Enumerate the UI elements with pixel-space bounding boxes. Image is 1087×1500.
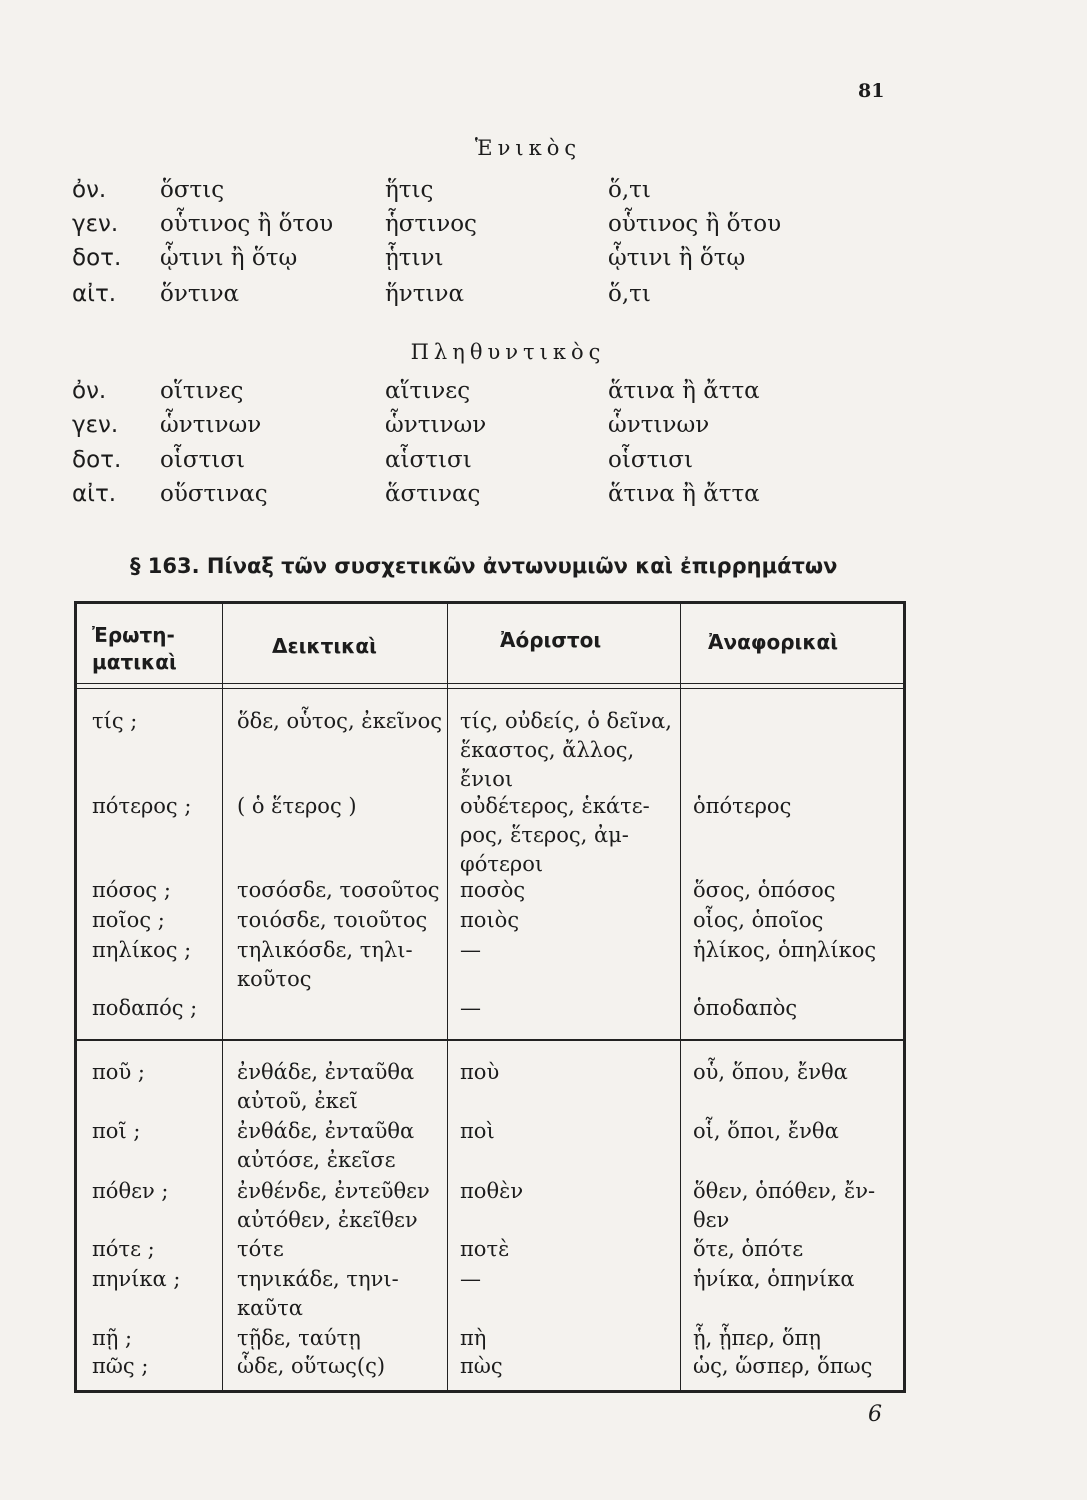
table-title: § 163. Πίναξ τῶν συσχετικῶν ἀντωνυμιῶν καὶ ἐπιρρημάτων bbox=[130, 554, 838, 578]
interrogative-cell: ποῖ ; bbox=[92, 1119, 141, 1143]
indefinite-cell: οὐδέτερος, ἑκάτε- ρος, ἕτερος, ἀμ- φότεροι bbox=[460, 794, 650, 876]
interrogative-cell: πῇ ; bbox=[92, 1326, 133, 1350]
table-border-top bbox=[74, 601, 906, 604]
relative-cell: ἡνίκα, ὁπηνίκα bbox=[693, 1267, 855, 1291]
demonstrative-cell: ἐνθάδε, ἐνταῦθα αὐτοῦ, ἐκεῖ bbox=[237, 1060, 415, 1113]
plural-heading: Πληθυντικὸς bbox=[410, 340, 606, 364]
neuter-form: οὗτινος ἢ ὅτου bbox=[608, 211, 782, 237]
neuter-form: ἅτινα ἢ ἄττα bbox=[608, 481, 760, 507]
header-demonstrative: Δεικτικαὶ bbox=[272, 634, 377, 658]
neuter-form: ᾧτινι ἢ ὅτῳ bbox=[608, 245, 746, 271]
column-divider bbox=[680, 601, 681, 1393]
header-divider bbox=[74, 683, 906, 684]
case-label: αἰτ. bbox=[72, 481, 117, 507]
neuter-form: ὅ,τι bbox=[608, 177, 651, 203]
demonstrative-cell: ἐνθένδε, ἐντεῦθεν αὐτόθεν, ἐκεῖθεν bbox=[237, 1179, 430, 1232]
relative-cell: ἡλίκος, ὁπηλίκος bbox=[693, 938, 877, 962]
neuter-form: ὅ,τι bbox=[608, 281, 651, 307]
relative-cell: ᾗ, ᾗπερ, ὅπῃ bbox=[693, 1326, 821, 1350]
demonstrative-cell: τῇδε, ταύτῃ bbox=[237, 1326, 361, 1350]
case-label: δοτ. bbox=[72, 447, 122, 473]
header-divider bbox=[74, 688, 906, 689]
demonstrative-cell: ἐνθάδε, ἐνταῦθα αὐτόσε, ἐκεῖσε bbox=[237, 1119, 415, 1172]
interrogative-cell: ποῦ ; bbox=[92, 1060, 145, 1084]
relative-cell: ὁποδαπὸς bbox=[693, 996, 798, 1020]
indefinite-cell: ποὶ bbox=[460, 1119, 495, 1143]
interrogative-cell: ποδαπός ; bbox=[92, 996, 198, 1020]
case-label: γεν. bbox=[72, 211, 119, 237]
interrogative-cell: πῶς ; bbox=[92, 1354, 149, 1378]
demonstrative-cell: τοσόσδε, τοσοῦτος bbox=[237, 878, 440, 902]
interrogative-cell: ποῖος ; bbox=[92, 908, 165, 932]
masculine-form: ᾧτινι ἢ ὅτῳ bbox=[160, 245, 298, 271]
feminine-form: ἥτις bbox=[385, 177, 434, 203]
indefinite-cell: ποσὸς bbox=[460, 878, 526, 902]
table-border-left bbox=[74, 601, 77, 1393]
neuter-form: ὧντινων bbox=[608, 412, 710, 438]
indefinite-cell: — bbox=[460, 1267, 481, 1291]
indefinite-cell: ποιὸς bbox=[460, 908, 520, 932]
interrogative-cell: πηνίκα ; bbox=[92, 1267, 181, 1291]
neuter-form: ἅτινα ἢ ἄττα bbox=[608, 378, 760, 404]
relative-cell: οἷος, ὁποῖος bbox=[693, 908, 824, 932]
demonstrative-cell: ὧδε, οὕτως(ς) bbox=[237, 1354, 386, 1378]
masculine-form: οὗτινος ἢ ὅτου bbox=[160, 211, 334, 237]
header-relative: Ἀναφορικαὶ bbox=[708, 630, 839, 654]
relative-cell: ὡς, ὥσπερ, ὅπως bbox=[693, 1354, 873, 1378]
relative-cell: ὅθεν, ὁπόθεν, ἔν- θεν bbox=[693, 1179, 876, 1232]
relative-cell: ὅσος, ὁπόσος bbox=[693, 878, 836, 902]
feminine-form: ὧντινων bbox=[385, 412, 487, 438]
demonstrative-cell: τηλικόσδε, τηλι- κοῦτος bbox=[237, 938, 413, 991]
masculine-form: οἵτινες bbox=[160, 378, 244, 404]
column-divider bbox=[447, 601, 448, 1393]
indefinite-cell: ποτὲ bbox=[460, 1237, 510, 1261]
case-label: γεν. bbox=[72, 412, 119, 438]
footer-signature: 6 bbox=[868, 1402, 882, 1427]
section-divider bbox=[74, 1039, 906, 1041]
header-interrogative-line: ματικαὶ bbox=[92, 650, 177, 674]
interrogative-cell: πόσος ; bbox=[92, 878, 171, 902]
demonstrative-cell: τοιόσδε, τοιοῦτος bbox=[237, 908, 428, 932]
feminine-form: ἧστινος bbox=[385, 211, 477, 237]
masculine-form: οἷστισι bbox=[160, 447, 246, 473]
neuter-form: οἷστισι bbox=[608, 447, 694, 473]
interrogative-cell: πότερος ; bbox=[92, 794, 192, 818]
relative-cell: οἷ, ὅποι, ἔνθα bbox=[693, 1119, 839, 1143]
page-number: 81 bbox=[858, 80, 885, 102]
table-border-right bbox=[903, 601, 906, 1393]
indefinite-cell: ποθὲν bbox=[460, 1179, 524, 1203]
interrogative-cell: πηλίκος ; bbox=[92, 938, 192, 962]
interrogative-cell: τίς ; bbox=[92, 709, 138, 733]
relative-cell: ὅτε, ὁπότε bbox=[693, 1237, 804, 1261]
indefinite-cell: τίς, οὐδείς, ὁ δεῖνα, ἕκαστος, ἄλλος, ἔνιοι bbox=[460, 709, 672, 791]
interrogative-cell: πόθεν ; bbox=[92, 1179, 169, 1203]
indefinite-cell: — bbox=[460, 938, 481, 962]
masculine-form: οὕστινας bbox=[160, 481, 268, 507]
relative-cell: οὗ, ὅπου, ἔνθα bbox=[693, 1060, 848, 1084]
indefinite-cell: — bbox=[460, 996, 481, 1020]
indefinite-cell: ποὺ bbox=[460, 1060, 500, 1084]
case-label: αἰτ. bbox=[72, 281, 117, 307]
interrogative-cell: πότε ; bbox=[92, 1237, 155, 1261]
case-label: ὀν. bbox=[72, 177, 107, 203]
masculine-form: ὅντινα bbox=[160, 281, 240, 307]
demonstrative-cell: ὅδε, οὗτος, ἐκεῖνος bbox=[237, 709, 442, 733]
feminine-form: ἅστινας bbox=[385, 481, 481, 507]
header-interrogative bbox=[92, 622, 177, 676]
feminine-form: ᾗτινι bbox=[385, 245, 444, 271]
column-divider bbox=[222, 601, 223, 1393]
case-label: δοτ. bbox=[72, 245, 122, 271]
demonstrative-cell: τότε bbox=[237, 1237, 284, 1261]
header-indefinite: Ἀόριστοι bbox=[500, 628, 602, 652]
demonstrative-cell: ( ὁ ἕτερος ) bbox=[237, 794, 357, 818]
demonstrative-cell: τηνικάδε, τηνι- καῦτα bbox=[237, 1267, 399, 1320]
feminine-form: αἷστισι bbox=[385, 447, 472, 473]
masculine-form: ὧντινων bbox=[160, 412, 262, 438]
table-border-bottom bbox=[74, 1390, 906, 1393]
masculine-form: ὅστις bbox=[160, 177, 225, 203]
relative-cell: ὁπότερος bbox=[693, 794, 792, 818]
header-interrogative-line: Ἐρωτη- bbox=[92, 623, 175, 647]
singular-heading: Ἑνικὸς bbox=[474, 136, 582, 160]
feminine-form: αἵτινες bbox=[385, 378, 471, 404]
indefinite-cell: πὴ bbox=[460, 1326, 487, 1350]
feminine-form: ἥντινα bbox=[385, 281, 465, 307]
case-label: ὀν. bbox=[72, 378, 107, 404]
indefinite-cell: πὼς bbox=[460, 1354, 503, 1378]
